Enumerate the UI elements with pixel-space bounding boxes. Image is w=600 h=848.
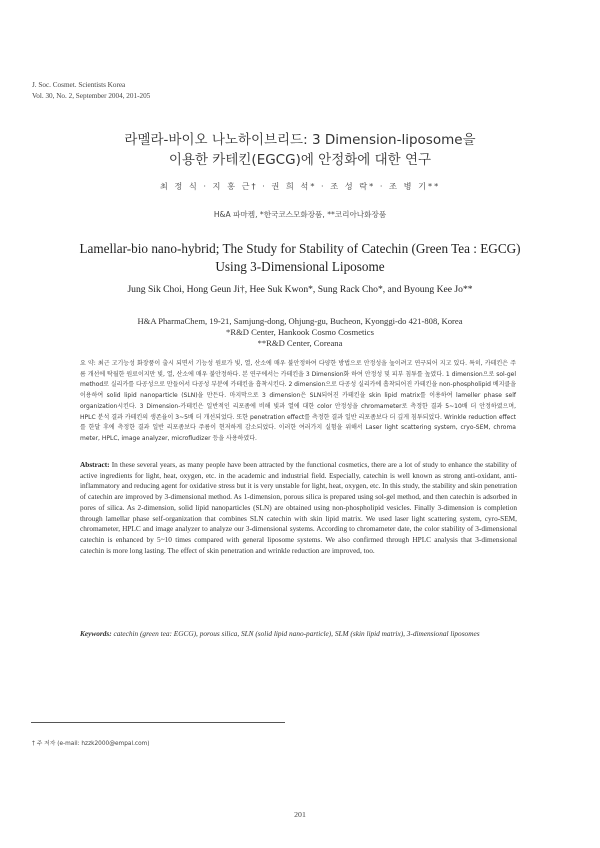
- english-title-line1: Lamellar-bio nano-hybrid; The Study for Stability of Catechin (Green Tea : EGCG): [79, 241, 521, 256]
- english-title: [0, 240, 600, 276]
- english-authors: Jung Sik Choi, Hong Geun Ji†, Hee Suk Kwon*, Sung Rack Cho*, and Byoung Kee Jo**: [127, 284, 473, 295]
- keywords-body: catechin (green tea: EGCG), porous silica, SLN (solid lipid nano-particle), SLM (skin lipid matrix), 3-dimensional liposomes: [111, 629, 480, 638]
- korean-authors: 최 정 식 · 지 홍 근† · 권 희 석* · 조 성 락* · 조 병 기**: [159, 181, 441, 191]
- korean-title-line2: 이용한 카테킨(EGCG)에 안정화에 대한 연구: [168, 152, 432, 168]
- journal-header: [32, 80, 150, 102]
- korean-title-line1: 라멜라-바이오 나노하이브리드: 3 Dimension-liposome을: [124, 132, 476, 148]
- korean-affiliation: H&A 파마켐, *한국코스모화장품, **코리아나화장품: [213, 210, 387, 219]
- english-affiliation-1: H&A PharmaChem, 19-21, Samjung-dong, Ohjung-gu, Bucheon, Kyonggi-do 421-808, Korea: [137, 316, 463, 326]
- english-abstract: [80, 460, 517, 556]
- english-title-line2: Using 3-Dimensional Liposome: [215, 259, 385, 274]
- keywords-label: Keywords:: [80, 629, 112, 638]
- abstract-label: Abstract:: [80, 460, 110, 469]
- keywords: [80, 629, 516, 640]
- abstract-body: In these several years, as many people have been attracted by the functional cosmetics, there are a lot of study to enhance the stability of active ingredients for light, heat, oxygen, etc. in the academic and industrial field. Especially, catechin is well known as strong anti-oxidant, anti-inflammatory and reducing agent for oxidative stress but it is very unstable for light, heat, oxygen, etc. In this study, the stability and skin penetration of catechin are improved by 3-dimensional method. As 1-dimension, porous silica is prepared using sol-gel method, and then catechin is adsorbed in pores of silica. As 2-dimension, solid lipid nanoparticles (SLN) are obtained using non-phospholipid vesicles. Finally 3-dimension is completion through lamellar phase self-organization that combines SLN catechin with skin lipid matrix. We used laser light scattering system, cyro-SEM, chromameter, HPLC and image analyzer to analyze our 3-dimensional systems. According to chromameter date, the color stability of 3-dimensional catechin is enhanced by 5~10 times compared with general liposome systems. We also confirmed through HPLC analysis that 3-dimensional catechin is more long lasting. The effect of skin penetration and wrinkle reduction are improved, too.: [80, 460, 517, 555]
- korean-abstract: 요 약: 최근 고기능성 화장품이 출시 되면서 기능성 원료가 빛, 열, 산소에 매우 불안정하여 다양한 방법으로 안정성을 높이려고 연구되어 지고 있다. 특히, 카테킨은 주름 개선에 탁월한 원료이지만 빛, 열, 산소에 매우 불안정하다. 본 연구에서는 카테킨을 3 Dimension화 하여 안정성 및 피부 침투를 높였다. 1 dimension으로 sol-gel method로 실리카를 다공성으로 만들어서 다공성 부분에 카테킨을 흡착시킨다. 2 dimension으로 다공성 실리카에 흡착되어진 카테킨을 non-phospholipid 베지클을 이용하여 solid lipid nanoparticle (SLN)을 만든다. 마지막으로 3 dimension은 SLN되어진 카테킨을 skin lipid matrix를 이용하여 lameller phase self organization시킨다. 3 Dimension-카테킨은 일반적인 리포좀에 비해 빛과 열에 대한 color 안정성을 chromameter로 측정한 결과 5~10배 더 안정하였으며, HPLC 분석 결과 카테킨의 생존율이 3~5배 더 개선되었다. 또한 penetration effect를 측정한 결과 일반 리포좀보다 더 깊게 침투되었다. Wrinkle reduction effect를 한달 후에 측정한 결과 일반 리포좀보다 주름이 현저하게 감소되었다. 이러한 여러가지 실험을 위해서 Laser light scattering system, cryo-SEM, chroma meter, HPLC, image analyzer, microfludizer 등을 사용하였다.: [80, 360, 516, 442]
- footnote-divider: [31, 722, 285, 723]
- english-affiliation-3: **R&D Center, Coreana: [257, 338, 343, 348]
- english-affiliation-2: *R&D Center, Hankook Cosmo Cosmetics: [226, 327, 374, 337]
- page-number: 201: [294, 810, 306, 819]
- korean-title: [0, 130, 600, 170]
- footnote: † 주 저자 (e-mail: hzzk2000@empal.com): [32, 741, 150, 747]
- journal-volume: Vol. 30, No. 2, September 2004, 201-205: [32, 92, 151, 100]
- journal-name: J. Soc. Cosmet. Scientists Korea: [32, 81, 126, 89]
